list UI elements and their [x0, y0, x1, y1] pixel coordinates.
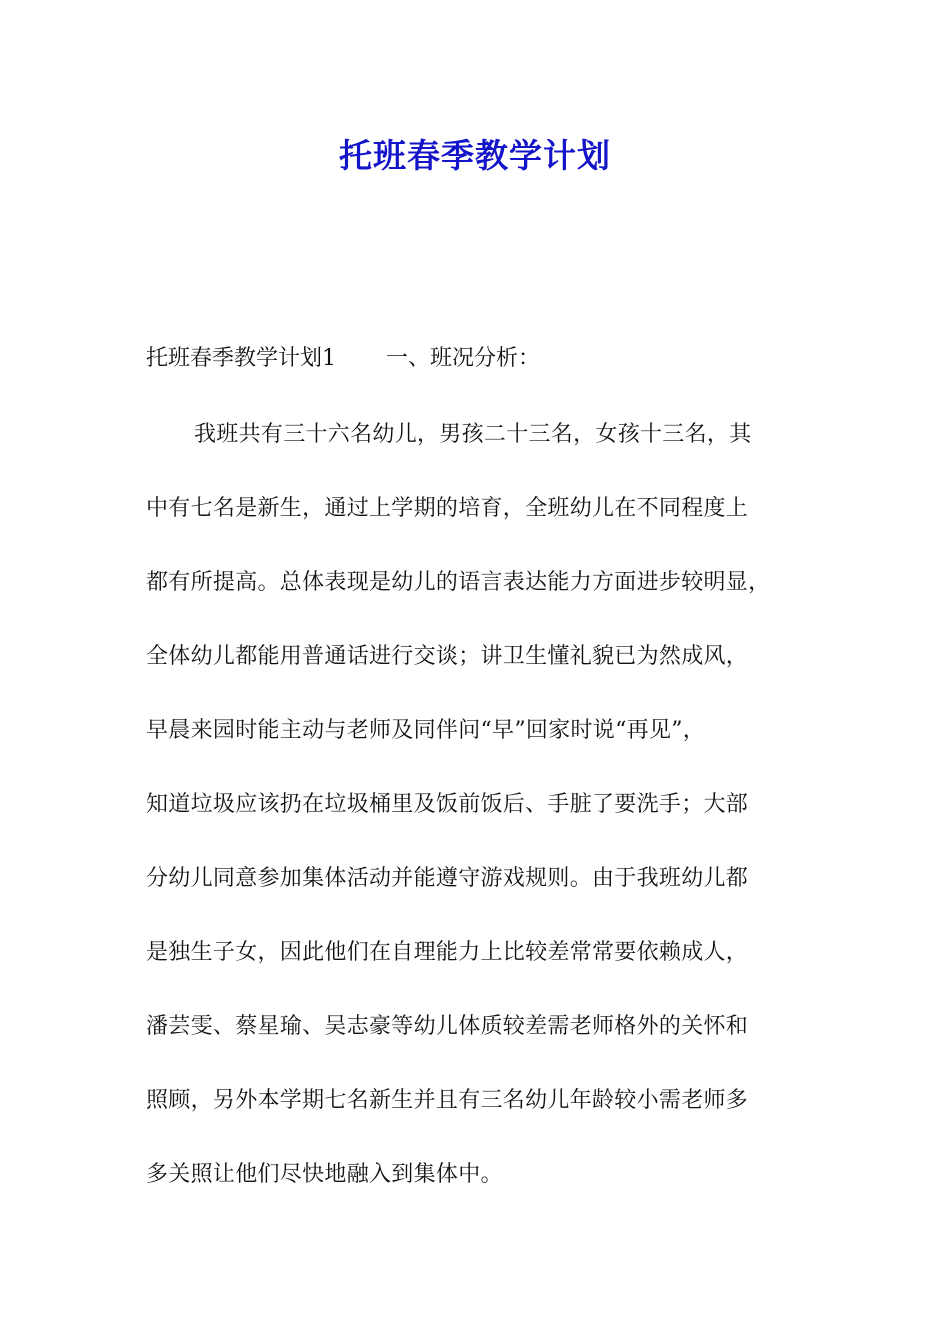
paragraph-line-2: 中有七名是新生，通过上学期的培育，全班幼儿在不同程度上: [146, 496, 749, 521]
section-heading-left: 托班春季教学计划1: [146, 346, 336, 371]
section-heading: [146, 344, 540, 374]
paragraph-line-8: 是独生子女，因此他们在自理能力上比较差常常要依赖成人，: [146, 940, 749, 965]
paragraph-line-7: 分幼儿同意参加集体活动并能遵守游戏规则。由于我班幼儿都: [146, 866, 749, 891]
paragraph-line-9: 潘芸雯、蔡星瑜、吴志豪等幼儿体质较差需老师格外的关怀和: [146, 1014, 749, 1039]
paragraph-line-3: 都有所提高。总体表现是幼儿的语言表达能力方面进步较明显，: [146, 570, 771, 595]
paragraph-line-10: 照顾，另外本学期七名新生并且有三名幼儿年龄较小需老师多: [146, 1088, 749, 1113]
section-heading-right: 一、班况分析：: [386, 346, 541, 371]
paragraph-line-5: 早晨来园时能主动与老师及同伴问“早”回家时说“再见”，: [146, 718, 706, 743]
paragraph-line-4: 全体幼儿都能用普通话进行交谈；讲卫生懂礼貌已为然成风，: [146, 644, 749, 669]
paragraph-line-11: 多关照让他们尽快地融入到集体中。: [146, 1162, 503, 1187]
paragraph-line-1: 我班共有三十六名幼儿，男孩二十三名，女孩十三名，其: [194, 422, 752, 447]
document-title: 托班春季教学计划: [339, 136, 611, 175]
paragraph-line-6: 知道垃圾应该扔在垃圾桶里及饭前饭后、手脏了要洗手；大部: [146, 792, 749, 817]
